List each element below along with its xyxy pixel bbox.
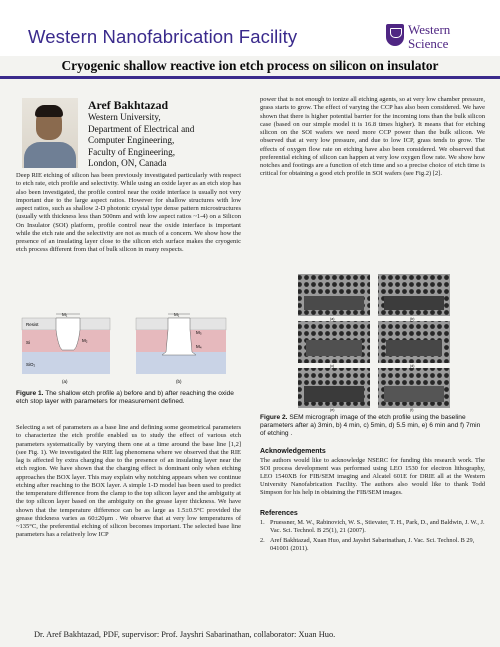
reference-number: 2. <box>260 537 265 544</box>
sem-panel-f <box>378 368 450 412</box>
figure1-panel-b <box>136 312 226 384</box>
reference-item <box>260 519 485 535</box>
author-name: Aref Bakhtazad <box>88 98 169 112</box>
figure2-caption-label: Figure 2. <box>260 414 288 421</box>
title-divider <box>0 76 500 79</box>
sem-panel-a <box>298 274 370 321</box>
fig2-label-c: (c) <box>330 364 335 368</box>
body-paragraph-results: power that is not enough to ionize all etching agents, so at very low chamber pressure, grass starts to grow. The effect of varying the CCP has also been considered. We have shown that there is higher potential barrier for the incoming ions than the bulk silicon case (based on our simple model it is 16.8 times higher). It means that for etching silicon on the SOI wafers we need more CCP power than the bulk silicon. We observed that at very low pressure, and due to low ICP, grass tends to grow. The effects of oxygen flow rate on etching have also been considered. We observed that preferential etching of silicon can happen at very low oxygen flow rate. We show how notches and footings are a function of etch time and so a precise choice of etch time is critical for obtaining a good etch profile in SOI wafers (see Fig.2) [2]. <box>260 96 485 178</box>
figure2-caption-text: SEM micrograph image of the etch profile using the baseline parameters after a) 3min, b) 4 min, c) 5min, d) 5.5 min, e) 6 min and f) 7min of etching . <box>260 414 481 438</box>
fig1-label-m2: M₂ <box>82 338 88 343</box>
logo-text-line2: Science <box>408 36 449 51</box>
affiliation-line: Western University, <box>88 112 161 122</box>
fig2-label-e: (e) <box>330 408 335 412</box>
author-photo <box>22 98 78 168</box>
reference-number: 1. <box>260 519 265 526</box>
fig1-label-si: Si <box>26 340 31 345</box>
reference-text: Pruessner, M. W., Rabinovich, W. S., Stievater, T. H., Park, D., and Baldwin, J. W., J. Vac. Sci. Technol. B 25(1), 21 (2007). <box>270 519 485 534</box>
fig1-label-sio2: SiO₂ <box>26 362 36 367</box>
affiliation-line: London, ON, Canada <box>88 158 167 169</box>
fig1-label-resist: Resist <box>26 322 39 327</box>
poster-title: Cryogenic shallow reactive ion etch process on silicon on insulator <box>61 58 439 73</box>
facility-name: Western Nanofabrication Facility <box>28 26 298 47</box>
figure2-caption <box>260 414 485 439</box>
sem-panel-b <box>378 274 450 321</box>
header-banner <box>0 0 500 56</box>
references-list <box>260 519 485 555</box>
figure1-caption <box>16 390 241 406</box>
acknowledgements-heading: Acknowledgements <box>260 448 326 455</box>
footer-credits: Dr. Aref Bakhtazad, PDF, supervisor: Prof. Jayshri Sabarinathan, collaborator: Xuan Huo. <box>34 630 336 639</box>
affiliation-line: Faculty of Engineering, <box>88 146 176 157</box>
author-affiliation <box>88 112 194 170</box>
sem-panel-c <box>298 321 370 368</box>
body-paragraph-intro: Deep RIE etching of silicon has been previously investigated particularly with respect to etch rate, etch profile and selectivity. While using an oxide layer as an etch stop has also been investigated, the profile control near the oxide interface is usually not very important due to the large aspect ratios. However for shallow structures with low aspect ratios, such as shallow 2-D photonic crystal type dense pattern microstructures (usually with thickness less than 500nm and with low aspect ratios ~1-4) on a Silicon On Insulator (SOI) platform, profile control near the oxide interface is important while the etch rate and the selectivity are not as much of a concern. We show how the presence of an insulating layer close to the silicon etch surface makes the cryogenic etch process different from that of bulk silicon in many respects. <box>16 172 241 254</box>
figure1-panel-a <box>22 312 110 384</box>
reference-text: Aref Bakhtazad, Xuan Huo, and Jayshri Sabarinathan, J. Vac. Sci. Technol. B 29, 041001 (2011). <box>270 537 475 552</box>
fig2-label-b: (b) <box>410 317 415 321</box>
fig1-label-b: (b) <box>176 379 182 384</box>
fig1-label-a: (a) <box>62 379 68 384</box>
figure1-caption-text: The shallow etch profile a) before and b) after reaching the oxide etch stop layer with parameters for measurement defined. <box>16 390 234 406</box>
sem-panel-e <box>298 368 370 412</box>
reference-item <box>260 537 485 553</box>
figure1-etch-profile <box>18 302 238 388</box>
fig2-label-d: (d) <box>410 364 415 368</box>
fig1-label-m1: M₁ <box>62 312 68 317</box>
figure2-sem-grid <box>296 274 452 412</box>
body-paragraph-methods: Selecting a set of parameters as a base line and defining some geometrical parameters to characterize the etch profile enabled us to study the effect of various etch parameters systematically by varying them one at a time around the base line [1,2] (see Fig. 1). We investigated the RIE lag phenomena where we observed that the RIE lag is affected by extra charging due to the presence of an insulating layer near the etch region. We have shown that the charging effect is dominant only when etching approaches the BOX layer. This may explain why notching appears when we continue etching after reaching to the BOX layer. A simple 1-D model has been used to predict the temperature difference from the clamp to the top silicon layer and the ambiguity at the top silicon layer based on the ambiguity on the grease layer thickness. We have shown that the temperature difference can be as large as 1.5±0.5°C provided the grease thickness varies as 60±20μm . We observe that at very low temperatures of ~135°C, the preferential etching of silicon becomes important. The selected base line parameters has a relatively low ICP <box>16 424 241 539</box>
figure1-caption-label: Figure 1. <box>16 390 44 397</box>
fig1-label-m1-b: M₁ <box>174 312 180 317</box>
sem-panel-d <box>378 321 450 368</box>
references-heading: References <box>260 510 298 517</box>
fig2-label-a: (a) <box>330 317 335 321</box>
acknowledgements-text: The authors would like to acknowledge NSERC for funding this research work. The SOI process development was performed using LEO 1530 for electron lithography, LEO 1540XB for FIB/SEM imaging and Alcatel 601E for DRIE all at the Western University Nanofabrication Facility. The authors also would like to thank Todd Simpson for his help in obtaining the FIB/SEM images. <box>260 457 485 497</box>
logo-text-line1: Western <box>408 22 451 37</box>
affiliation-line: Department of Electrical and <box>88 123 195 134</box>
fig1-label-m4: M₄ <box>196 344 202 349</box>
affiliation-line: Computer Engineering, <box>88 135 175 146</box>
shield-icon <box>386 24 404 46</box>
fig1-label-m3: M₃ <box>196 330 202 335</box>
western-science-logo <box>386 22 470 52</box>
fig2-label-f: (f) <box>410 408 414 412</box>
